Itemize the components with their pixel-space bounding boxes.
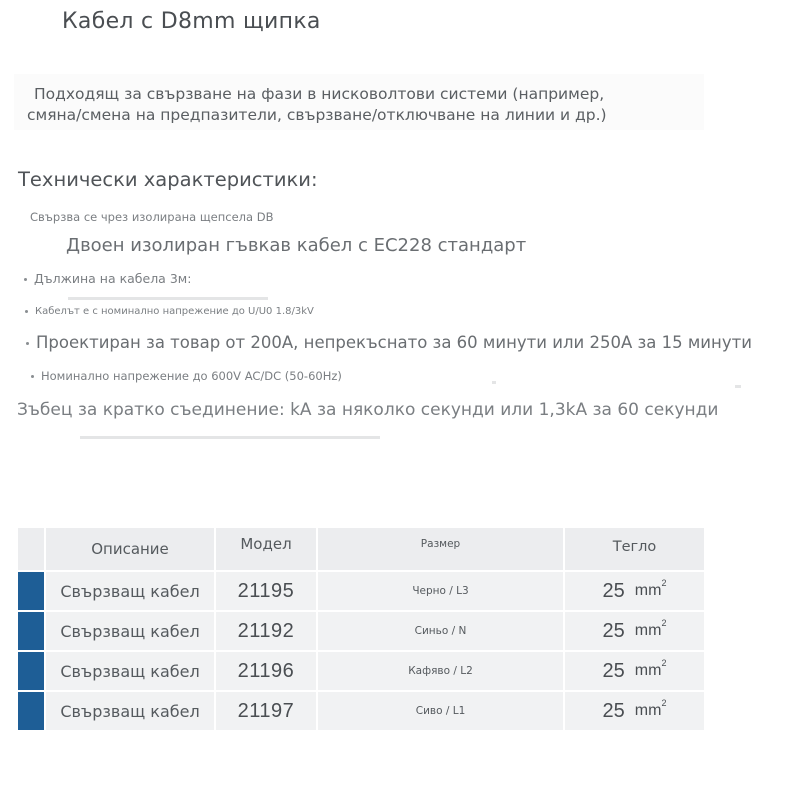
- weight-unit-sup: 2: [661, 618, 667, 628]
- table-row: [18, 652, 704, 690]
- table-row: [18, 692, 704, 730]
- weight-unit-sup: 2: [661, 578, 667, 588]
- cell-size: [318, 652, 563, 690]
- row-accent-bar: [18, 692, 44, 730]
- size-text: Кафяво / L2: [408, 665, 473, 677]
- weight-unit: [634, 658, 667, 680]
- intro-line-1: Подходящ за свързване на фази в нисковолтови системи (например,: [34, 85, 605, 103]
- spec-item: [26, 333, 752, 352]
- cell-description: [46, 652, 214, 690]
- faded-mark: [492, 381, 496, 384]
- weight-unit-text: mm: [634, 582, 662, 599]
- cell-weight: [565, 652, 704, 690]
- spec-text: Зъбец за кратко съединение: kA за няколко секунди или 1,3kA за 60 секунди: [17, 400, 719, 420]
- spec-text: Кабелът е с номинално напрежение до U/U0 1.8/3kV: [35, 306, 314, 317]
- table-row: [18, 612, 704, 650]
- cell-model: [216, 652, 316, 690]
- header-cell-weight: [565, 528, 704, 570]
- row-accent-bar: [18, 528, 44, 570]
- description-text: Свързващ кабел: [60, 701, 200, 721]
- intro-line-2: смяна/смена на предпазители, свързване/отключване на линии и др.): [27, 106, 607, 124]
- model-number: 21197: [237, 699, 295, 722]
- cell-description: [46, 692, 214, 730]
- table-header-row: [18, 528, 704, 570]
- weight-unit-text: mm: [634, 702, 662, 719]
- model-number: 21192: [237, 619, 295, 642]
- table-row: [18, 572, 704, 610]
- spec-text: Свързва се чрез изолирана щепсела DB: [30, 210, 274, 224]
- weight-value: 25: [602, 619, 625, 642]
- weight-unit: [634, 618, 667, 640]
- faded-divider: [80, 436, 380, 439]
- cell-size: [318, 612, 563, 650]
- spec-text: Проектиран за товар от 200A, непрекъснато за 60 минути или 250A за 15 минути: [36, 333, 752, 352]
- row-accent-bar: [18, 652, 44, 690]
- weight-unit-text: mm: [634, 662, 662, 679]
- bullet-icon: [26, 342, 29, 345]
- description-text: Свързващ кабел: [60, 581, 200, 601]
- spec-text: Номинално напрежение до 600V AC/DC (50-60Hz): [41, 369, 342, 383]
- description-text: Свързващ кабел: [60, 621, 200, 641]
- specs-heading: Технически характеристики:: [18, 168, 318, 191]
- weight-unit: [634, 578, 667, 600]
- row-accent-bar: [18, 612, 44, 650]
- size-text: Черно / L3: [412, 585, 469, 597]
- cell-weight: [565, 612, 704, 650]
- model-number: 21195: [237, 579, 295, 602]
- weight-unit-sup: 2: [661, 658, 667, 668]
- header-cell-model: [216, 528, 316, 570]
- weight-value: 25: [602, 579, 625, 602]
- cell-description: [46, 572, 214, 610]
- weight-unit-sup: 2: [661, 698, 667, 708]
- row-accent-bar: [18, 572, 44, 610]
- size-text: Синьо / N: [414, 625, 467, 637]
- header-label: Модел: [240, 535, 292, 553]
- weight-unit: [634, 698, 667, 720]
- spec-text: Двоен изолиран гъвкав кабел с EC228 стандарт: [66, 235, 527, 256]
- cell-model: [216, 692, 316, 730]
- spec-item: [31, 369, 342, 383]
- cell-weight: [565, 692, 704, 730]
- spec-item: [66, 235, 526, 256]
- header-label: Тегло: [612, 539, 657, 555]
- page-title: Кабел с D8mm щипка: [62, 9, 321, 34]
- faded-divider: [68, 297, 268, 300]
- header-cell-description: [46, 528, 214, 570]
- spec-item: [30, 210, 273, 224]
- cell-description: [46, 612, 214, 650]
- header-label: Размер: [420, 538, 461, 550]
- cell-size: [318, 692, 563, 730]
- cell-weight: [565, 572, 704, 610]
- size-text: Сиво / L1: [415, 705, 466, 717]
- header-label: Описание: [91, 540, 169, 558]
- spec-item: [24, 271, 191, 286]
- description-text: Свързващ кабел: [60, 661, 200, 681]
- spec-text: Дължина на кабела 3м:: [34, 271, 192, 286]
- cell-size: [318, 572, 563, 610]
- faded-mark: [735, 385, 741, 388]
- spec-item: [25, 306, 314, 317]
- bullet-icon: [31, 375, 34, 378]
- header-cell-size: [318, 528, 563, 570]
- weight-value: 25: [602, 699, 625, 722]
- cell-model: [216, 612, 316, 650]
- weight-unit-text: mm: [634, 622, 662, 639]
- cell-model: [216, 572, 316, 610]
- weight-value: 25: [602, 659, 625, 682]
- bullet-icon: [25, 310, 28, 313]
- spec-item: [17, 400, 718, 420]
- model-number: 21196: [237, 659, 295, 682]
- bullet-icon: [24, 278, 27, 281]
